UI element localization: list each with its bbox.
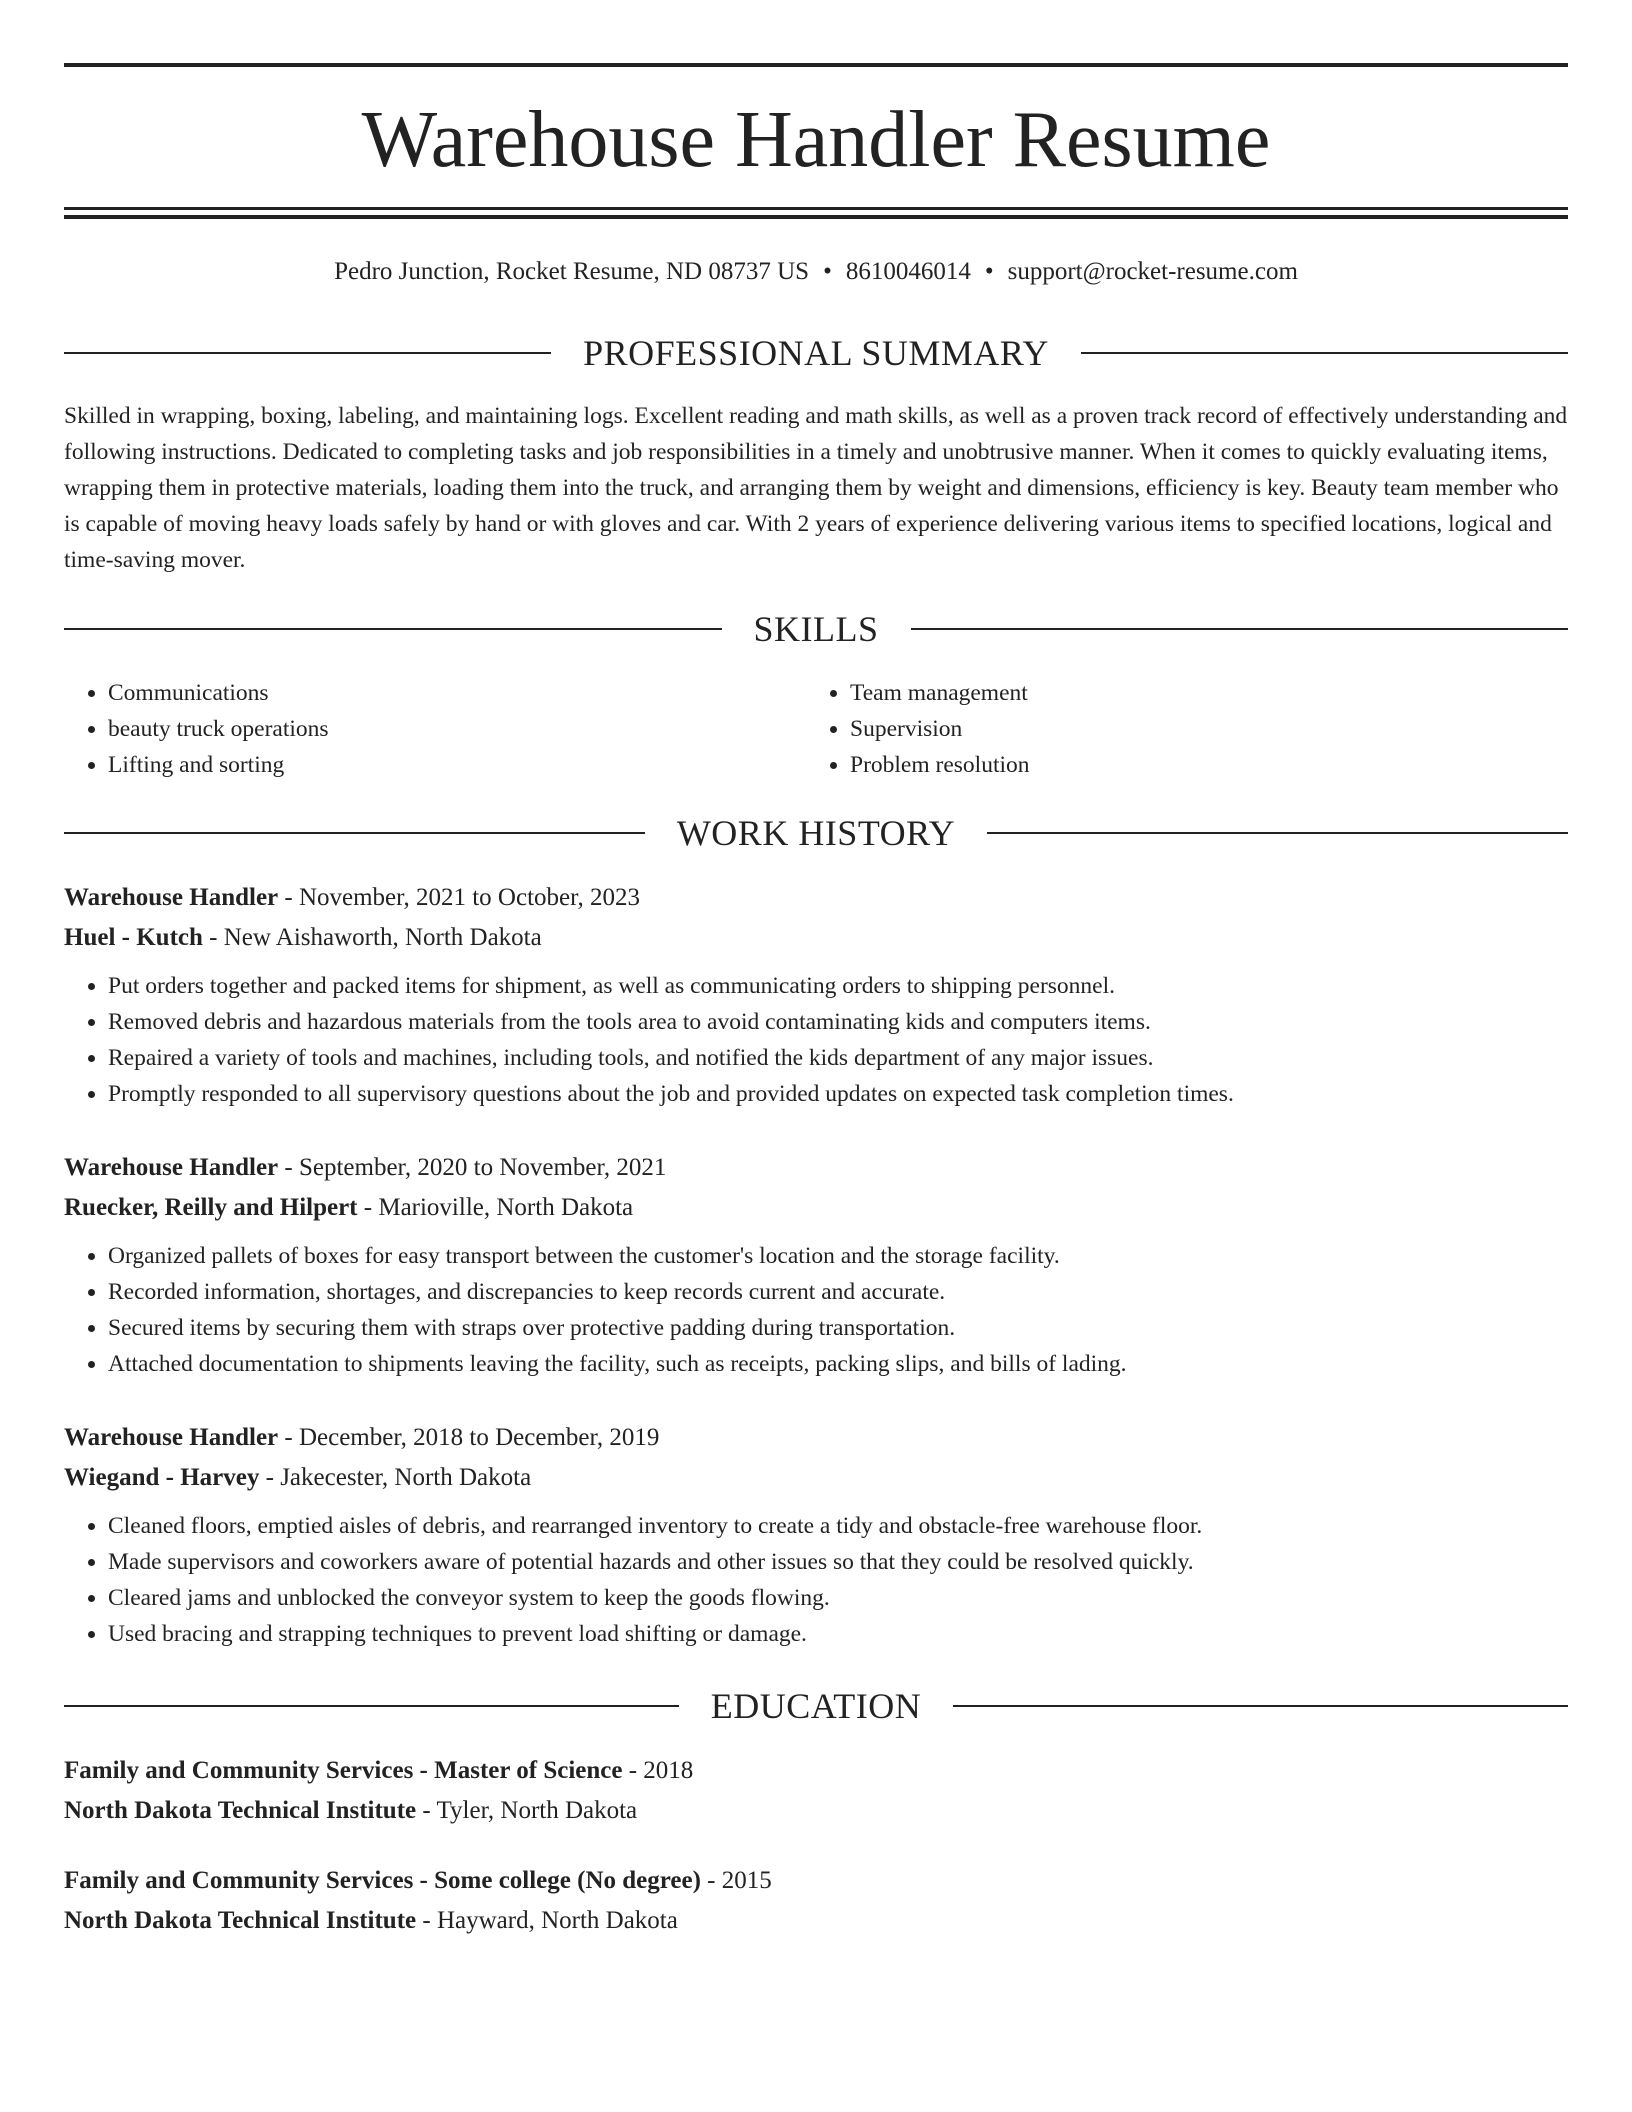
job-bullets (64, 1238, 1568, 1382)
education-location: - Hayward, North Dakota (416, 1907, 678, 1934)
job-title-line (64, 878, 1568, 918)
heading-rule (911, 628, 1569, 630)
job-bullet: • Removed debris and hazardous materials from the tools area to avoid contaminating kids and computers items. (108, 1004, 1568, 1040)
job-company-line (64, 918, 1568, 958)
job-company-line (64, 1458, 1568, 1498)
skill-item: • Team management (850, 675, 1548, 711)
section-heading-education (64, 1684, 1568, 1728)
section-title: SKILLS (753, 609, 879, 649)
skills-column-left (64, 675, 806, 783)
job-dates: - September, 2020 to November, 2021 (278, 1154, 667, 1181)
skill-item: • Supervision (850, 711, 1548, 747)
job-bullet: • Cleaned floors, emptied aisles of debris, and rearranged inventory to create a tidy and obstacle-free warehouse floor. (108, 1508, 1568, 1544)
skill-item: • beauty truck operations (108, 711, 806, 747)
education-degree-line (64, 1751, 1568, 1791)
job-title: Warehouse Handler (64, 1154, 279, 1181)
job-dates: - November, 2021 to October, 2023 (278, 884, 640, 911)
job-company-line (64, 1188, 1568, 1228)
job-bullet: • Repaired a variety of tools and machines, including tools, and notified the kids department of any major issues. (108, 1040, 1568, 1076)
job-company: Ruecker, Reilly and Hilpert (64, 1194, 358, 1221)
education-school: North Dakota Technical Institute (64, 1797, 417, 1824)
contact-address: Pedro Junction, Rocket Resume, ND 08737 US (334, 258, 810, 285)
heading-rule (64, 352, 551, 354)
job-bullet: • Organized pallets of boxes for easy transport between the customer's location and the storage facility. (108, 1238, 1568, 1274)
heading-rule (64, 628, 722, 630)
heading-rule (1081, 352, 1568, 354)
skill-item: • Problem resolution (850, 747, 1548, 783)
job-location: - Marioville, North Dakota (357, 1194, 634, 1221)
heading-rule (64, 1705, 679, 1707)
education-year: - 2015 (700, 1867, 772, 1894)
contact-separator: • (984, 258, 994, 285)
education-year: - 2018 (622, 1757, 694, 1784)
job-bullet: • Cleared jams and unblocked the conveyor system to keep the goods flowing. (108, 1580, 1568, 1616)
job-title-line (64, 1148, 1568, 1188)
job-company: Wiegand - Harvey (64, 1464, 260, 1491)
contact-line (64, 252, 1568, 292)
education-entry (64, 1861, 1568, 1941)
section-heading-skills (64, 607, 1568, 651)
section-heading-summary (64, 331, 1568, 375)
job-title: Warehouse Handler (64, 884, 279, 911)
skills-list (64, 675, 1568, 783)
heading-rule (64, 832, 645, 834)
job-dates: - December, 2018 to December, 2019 (278, 1424, 660, 1451)
education-school-line (64, 1901, 1568, 1941)
job-bullet: • Promptly responded to all supervisory questions about the job and provided updates on expected task completion times. (108, 1076, 1568, 1112)
section-title: EDUCATION (710, 1686, 922, 1726)
education-location: - Tyler, North Dakota (416, 1797, 638, 1824)
job-company: Huel - Kutch (64, 924, 203, 951)
job-bullet: • Attached documentation to shipments leaving the facility, such as receipts, packing slips, and bills of lading. (108, 1346, 1568, 1382)
section-heading-work-history (64, 811, 1568, 855)
job-entry (64, 1148, 1568, 1382)
job-bullets (64, 968, 1568, 1112)
education-school-line (64, 1791, 1568, 1831)
contact-phone: 8610046014 (845, 258, 971, 285)
heading-rule (953, 1705, 1568, 1707)
education-degree: Family and Community Services - Some college (No degree) (64, 1867, 701, 1894)
heading-rule (987, 832, 1568, 834)
education-entry (64, 1751, 1568, 1831)
job-bullet: • Secured items by securing them with straps over protective padding during transportation. (108, 1310, 1568, 1346)
job-bullets (64, 1508, 1568, 1652)
job-bullet: • Recorded information, shortages, and discrepancies to keep records current and accurate. (108, 1274, 1568, 1310)
summary-text: Skilled in wrapping, boxing, labeling, and maintaining logs. Excellent reading and math skills, as well as a proven track record of effectively understanding and following instructions. Dedicated to completing tasks and job responsibilities in a timely and unobtrusive manner. When it comes to quickly evaluating items, wrapping them in protective materials, loading them into the truck, and arranging them by weight and dimensions, efficiency is key. Beauty team member who is capable of moving heavy loads safely by hand or with gloves and car. With 2 years of experience delivering various items to specified locations, logical and time-saving mover. (64, 403, 1568, 573)
section-title: PROFESSIONAL SUMMARY (583, 333, 1049, 373)
job-bullet: • Put orders together and packed items for shipment, as well as communicating orders to shipping personnel. (108, 968, 1568, 1004)
education-school: North Dakota Technical Institute (64, 1907, 417, 1934)
top-rule (64, 63, 1568, 67)
job-entry (64, 1418, 1568, 1652)
job-location: - Jakecester, North Dakota (259, 1464, 532, 1491)
job-location: - New Aishaworth, North Dakota (202, 924, 542, 951)
page-title: Warehouse Handler Resume (361, 96, 1271, 184)
title-double-rule (64, 207, 1568, 219)
education-degree: Family and Community Services - Master of Science (64, 1757, 623, 1784)
contact-separator: • (823, 258, 832, 285)
skill-item: • Lifting and sorting (108, 747, 806, 783)
job-title: Warehouse Handler (64, 1424, 279, 1451)
job-title-line (64, 1418, 1568, 1458)
job-entry (64, 878, 1568, 1112)
contact-email: support@rocket-resume.com (1007, 258, 1298, 285)
job-bullet: • Made supervisors and coworkers aware of potential hazards and other issues so that they could be resolved quickly. (108, 1544, 1568, 1580)
section-title: WORK HISTORY (676, 813, 956, 853)
skill-item: • Communications (108, 675, 806, 711)
job-bullet: • Used bracing and strapping techniques to prevent load shifting or damage. (108, 1616, 1568, 1652)
education-degree-line (64, 1861, 1568, 1901)
skills-column-right (806, 675, 1548, 783)
